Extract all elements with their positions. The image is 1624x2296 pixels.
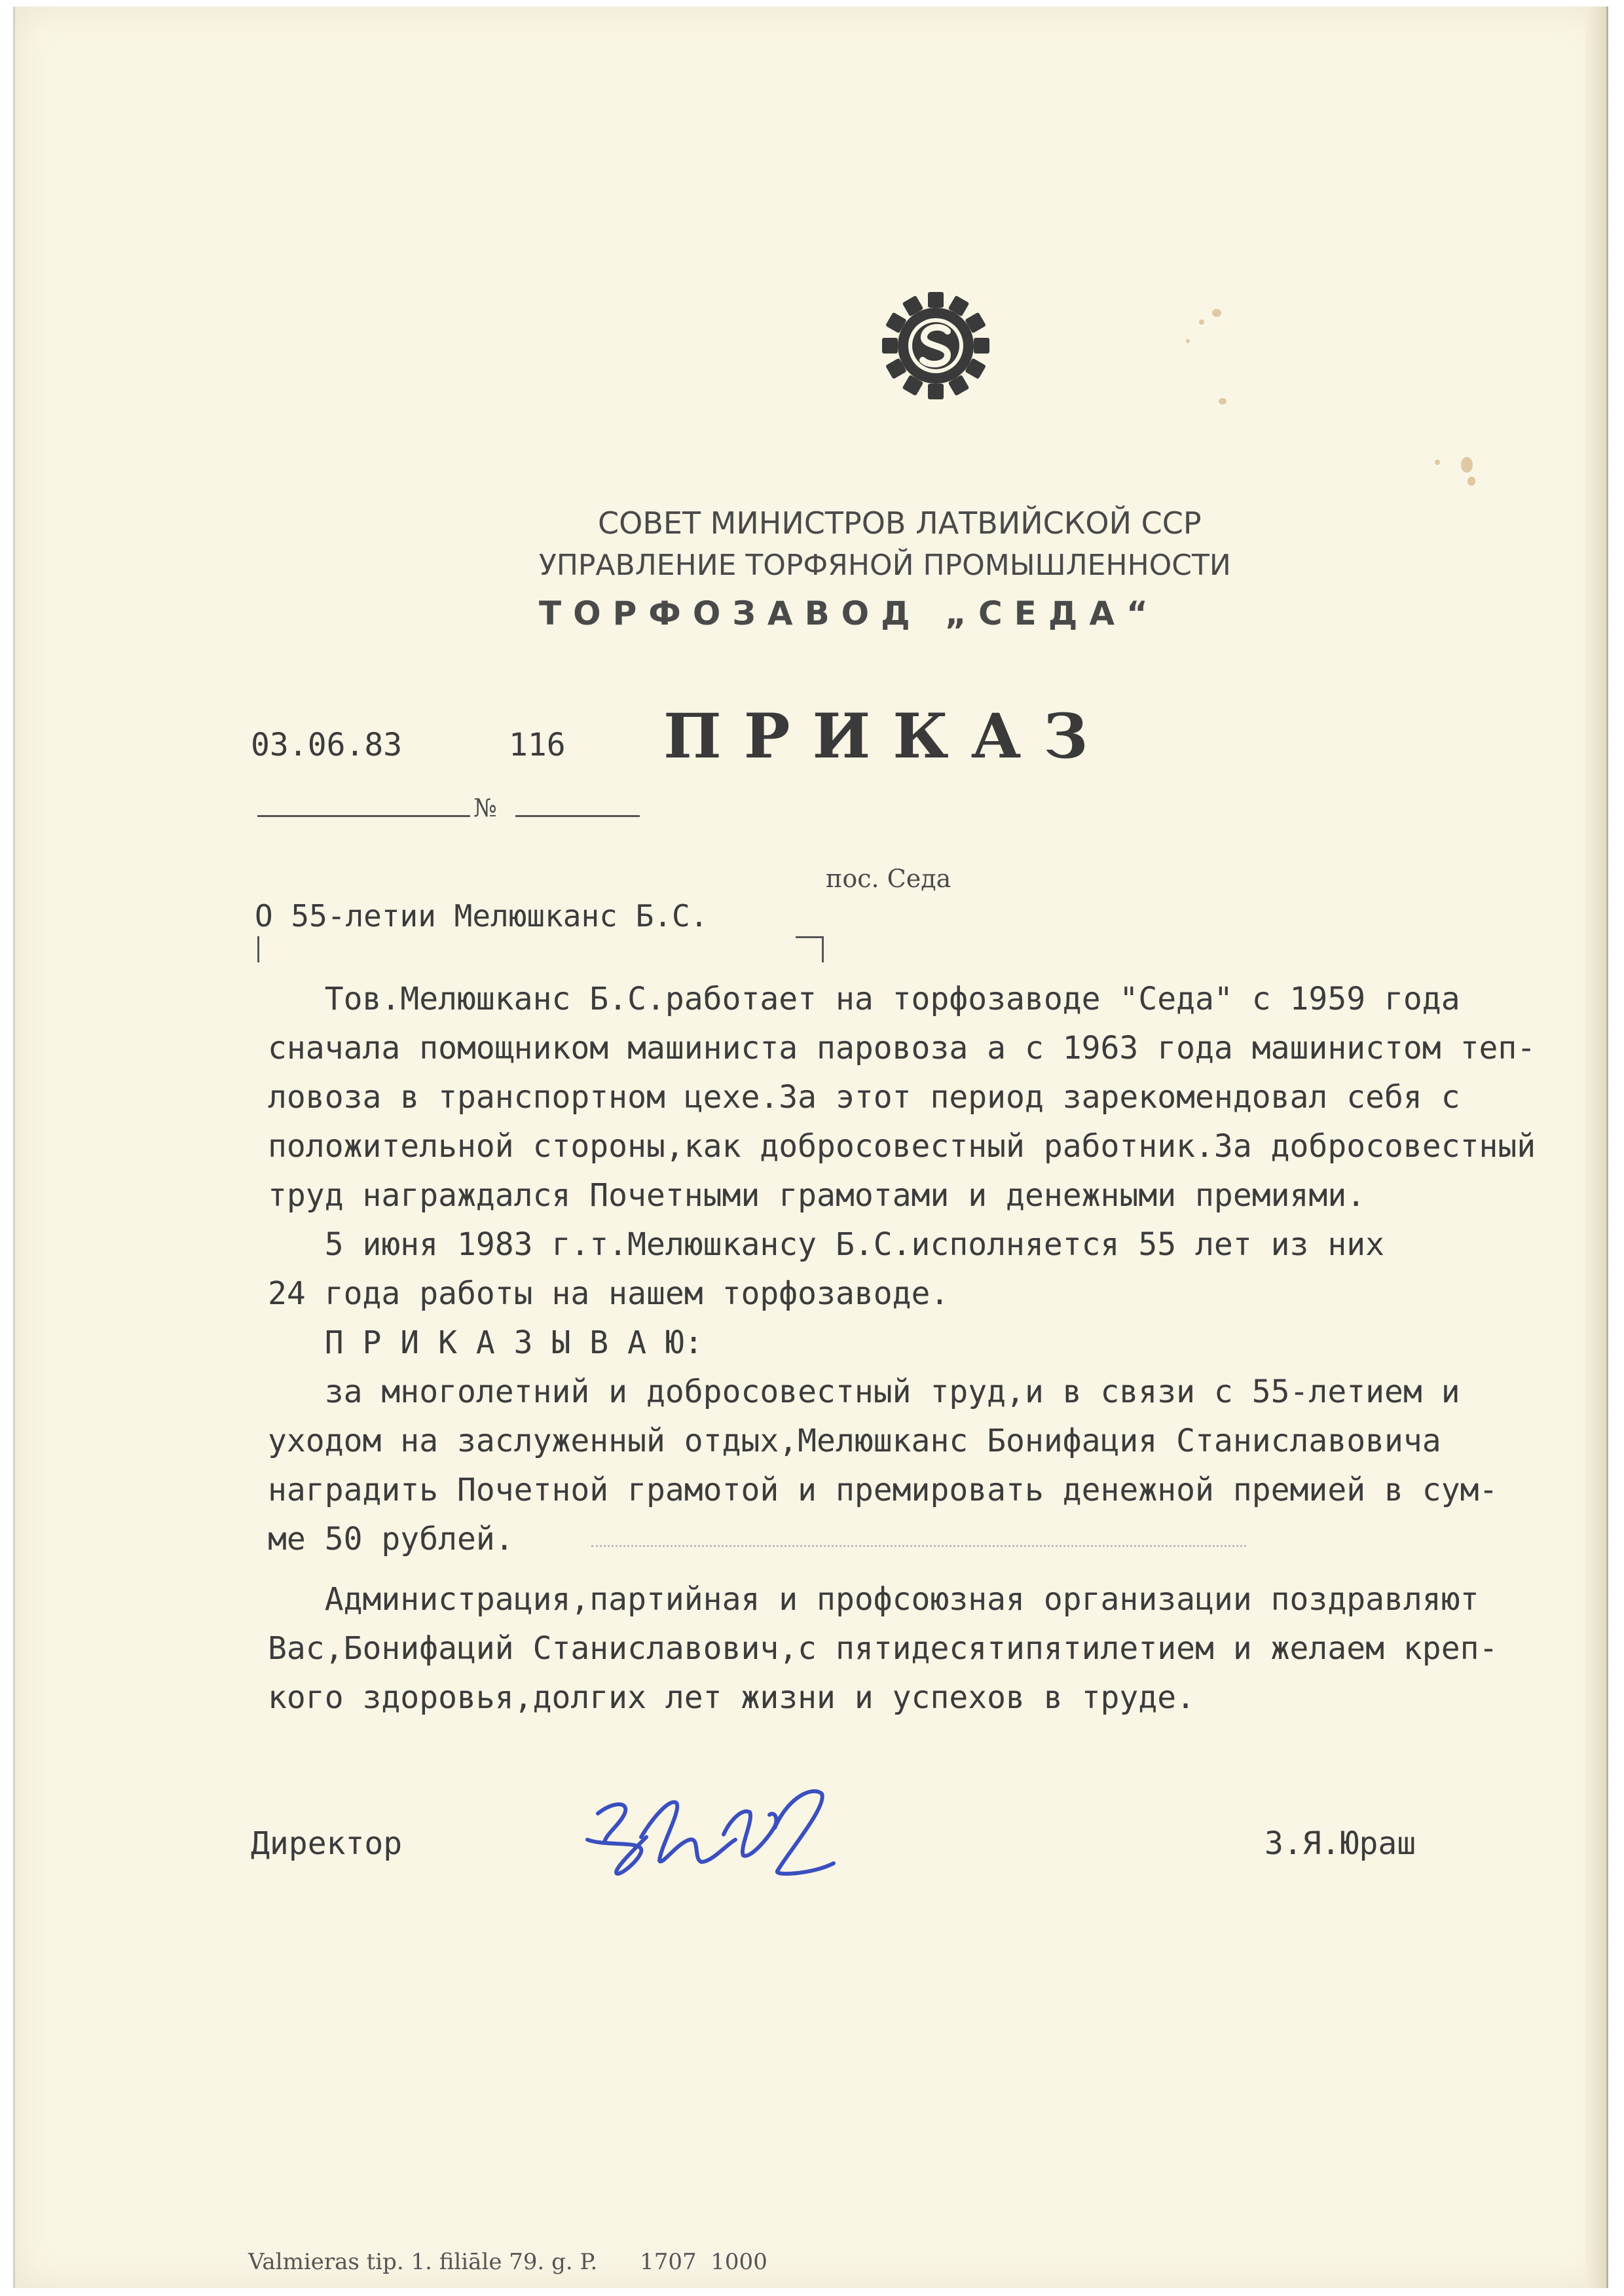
body-line: уходом на заслуженный отдых,Мелюшканс Бонифация Станиславовича bbox=[268, 1423, 1441, 1459]
body-line: за многолетний и добросовестный труд,и в связи с 55-летием и bbox=[268, 1374, 1460, 1410]
letterhead-department: УПРАВЛЕНИЕ ТОРФЯНОЙ ПРОМЫШЛЕННОСТИ bbox=[539, 549, 1231, 582]
stain bbox=[1212, 309, 1221, 317]
document-sheet bbox=[13, 7, 1608, 2288]
paper-edge bbox=[1585, 7, 1606, 2288]
body-line: Вас,Бонифаций Станиславович,с пятидесятипятилетием и желаем креп- bbox=[268, 1630, 1498, 1667]
body-line: ловоза в транспортном цехе.За этот период зарекомендовал себя с bbox=[268, 1079, 1460, 1116]
body-line: сначала помощником машиниста паровоза а с 1963 года машинистом теп- bbox=[268, 1030, 1536, 1066]
stain bbox=[1467, 477, 1475, 486]
number-underline bbox=[515, 815, 640, 817]
signatory-name: З.Я.Юраш bbox=[1264, 1825, 1416, 1862]
subject-bracket-left bbox=[257, 936, 259, 962]
stain bbox=[1199, 319, 1204, 325]
number-symbol: № bbox=[473, 793, 497, 822]
signatory-position: Директор bbox=[251, 1825, 403, 1862]
printer-imprint: Valmieras tip. 1. filiāle 79. g. P. 1707 1000 bbox=[248, 2249, 767, 2275]
place-label: пос. Седа bbox=[826, 864, 951, 893]
body-line: Администрация,партийная и профсоюзная организации поздравляют bbox=[268, 1581, 1479, 1618]
seda-gear-logo-icon bbox=[879, 289, 992, 402]
subject-bracket-top bbox=[796, 936, 823, 938]
subject-bracket-right bbox=[822, 936, 824, 962]
stain bbox=[1186, 339, 1190, 343]
body-line: 24 года работы на нашем торфозаводе. bbox=[268, 1275, 950, 1312]
order-subject: О 55-летии Мелюшканс Б.С. bbox=[255, 898, 709, 934]
body-line: П Р И К А З Ы В А Ю: bbox=[268, 1324, 703, 1361]
letterhead-ministry: СОВЕТ МИНИСТРОВ ЛАТВИЙСКОЙ ССР bbox=[598, 505, 1202, 541]
order-title: ПРИКАЗ bbox=[663, 701, 1111, 773]
body-line: 5 июня 1983 г.т.Мелюшкансу Б.С.исполняется 55 лет из них bbox=[268, 1226, 1385, 1263]
stain bbox=[1219, 398, 1227, 405]
order-number: 116 bbox=[509, 727, 566, 763]
stain bbox=[1435, 460, 1440, 465]
stain bbox=[1461, 457, 1473, 473]
letterhead-plant-name: ТОРФОЗАВОД „СЕДА“ bbox=[539, 594, 1160, 632]
order-date: 03.06.83 bbox=[251, 727, 403, 763]
body-line: положительной стороны,как добросовестный работник.За добросовестный bbox=[268, 1128, 1536, 1165]
handwritten-signature bbox=[578, 1774, 866, 1892]
body-line: кого здоровья,долгих лет жизни и успехов в труде. bbox=[268, 1679, 1196, 1716]
body-line: наградить Почетной грамотой и премировать денежной премией в сум- bbox=[268, 1472, 1498, 1508]
body-line: Тов.Мелюшканс Б.С.работает на торфозаводе "Седа" с 1959 года bbox=[268, 981, 1460, 1017]
date-underline bbox=[257, 815, 470, 817]
body-line: труд награждался Почетными грамотами и денежными премиями. bbox=[268, 1177, 1366, 1214]
dotted-fill-line bbox=[591, 1545, 1246, 1547]
body-line: ме 50 рублей. bbox=[268, 1521, 514, 1558]
